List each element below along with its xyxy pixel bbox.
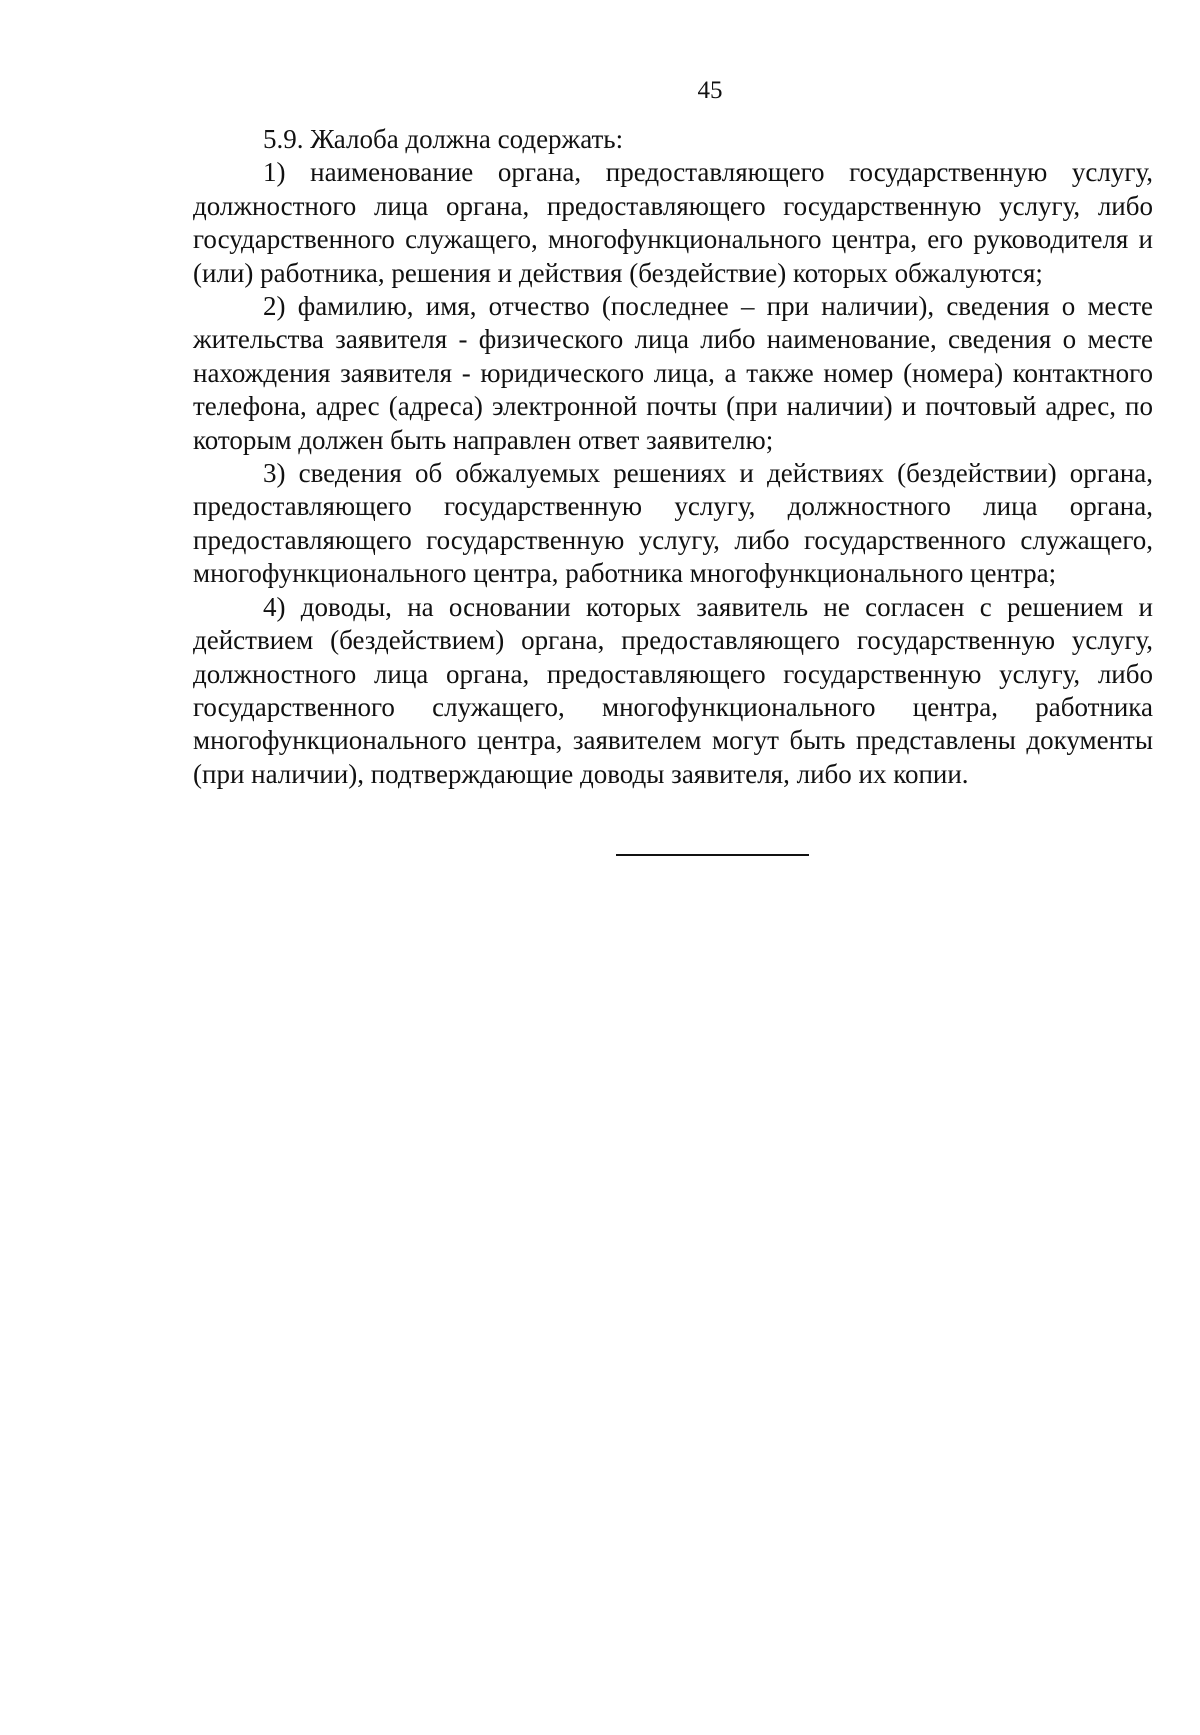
section-heading: 5.9. Жалоба должна содержать: (263, 124, 624, 154)
list-item-3: 3) сведения об обжалуемых решениях и действиях (бездействии) органа, предоставляющего государственную услугу, должностного лица органа, предоставляющего государственную услугу, либо государственного служащего, многофункционального центра, работника многофункционального центра; (193, 458, 1153, 589)
list-item-2: 2) фамилию, имя, отчество (последнее – при наличии), сведения о месте жительства заявителя - физического лица либо наименование, сведения о месте нахождения заявителя - юридического лица, а также номер (номера) контактного телефона, адрес (адреса) электронной почты (при наличии) и почтовый адрес, по которым должен быть направлен ответ заявителю; (193, 291, 1153, 455)
list-item-1: 1) наименование органа, предоставляющего государственную услугу, должностного лица органа, предоставляющего государственную услугу, либо государственного служащего, многофункционального центра, его руководителя и (или) работника, решения и действия (бездействие) которых обжалуются; (193, 157, 1153, 288)
section-body (193, 123, 1153, 791)
list-item-4: 4) доводы, на основании которых заявитель не согласен с решением и действием (бездействием) органа, предоставляющего государственную услугу, должностного лица органа, предоставляющего государственную услугу, либо государственного служащего, многофункционального центра, работника многофункционального центра, заявителем могут быть представлены документы (при наличии), подтверждающие доводы заявителя, либо их копии. (193, 591, 1153, 789)
page-number: 45 (697, 77, 723, 104)
end-divider-line (616, 854, 809, 856)
